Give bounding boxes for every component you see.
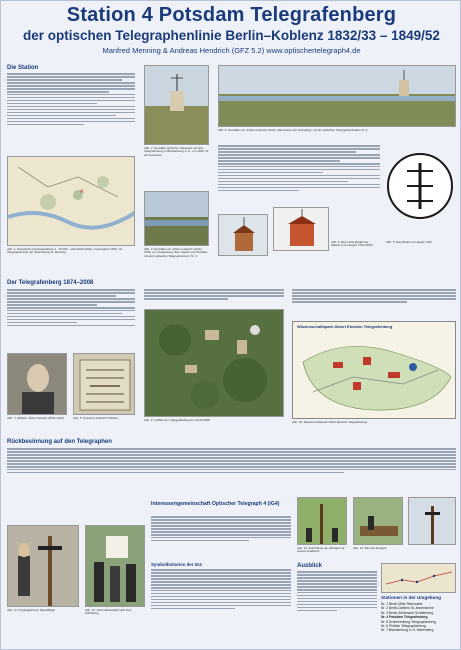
poster-authors: Manfred Menning & Andreas Hendrich (GFZ 5.2) www.optischertelegraph4.de (102, 46, 361, 55)
poster-subtitle: der optischen Telegraphenlinie Berlin–Koblenz 1832/33 – 1849/52 (23, 28, 440, 43)
station-list-item: Nr. 4 Potsdam Telegrafenberg (381, 615, 428, 620)
model-text (218, 145, 380, 211)
historic-map-image (7, 156, 135, 246)
poster-title: Station 4 Potsdam Telegrafenberg (66, 4, 397, 26)
model-building-image (273, 207, 329, 251)
caption-abb11: Abb. 11: Originalgetreuer Signalflügel (7, 609, 55, 612)
erection-photo-image (297, 497, 347, 545)
station-list-item: Nr. 2 Berlin-Dahlem St. Annenkirche (381, 606, 434, 611)
caption-abb12: Abb. 12: Informationstafel nach ihrer Enthüllung (85, 609, 132, 616)
caption-abb13: Abb. 13: Aufrichtung der Attrappe mit seinem Kraftwerk (297, 547, 345, 554)
painting-telegraph-image (144, 65, 209, 145)
caption-abb1: Abb. 1: Preußische Kartenaufnahme 1 : 25 000 – Uraufnahmeblatt, ursprünglich 1839, mit Telegraphenlinie (A). Bearbeitung M. Menning (7, 248, 123, 255)
telegrafenberg-text (7, 289, 135, 351)
section-heading-ig4: Interessengemeinschaft Optischer Telegraph 4 (IG4) (151, 501, 280, 507)
ausblick-text (297, 571, 377, 641)
caption-abb6: Abb. 6: (Der Holz) Modell der Station 4 von Eugen Chill (1854) (331, 241, 373, 248)
ig4-text (151, 516, 291, 560)
info-board-photo-image (85, 525, 145, 607)
memorial-plaque-image (73, 353, 135, 415)
caption-abb4: Abb. 4: Gemälde von Johann Heinrich Hintze „Panorama vom Heineberg“ mit der optischen Telegraphenstation Nr. 4 (218, 129, 368, 132)
region-map-image (381, 563, 456, 593)
model-station-image (218, 214, 268, 256)
park-map (292, 321, 456, 419)
caption-abb2: Abb. 2: Gemälde Optischer Telegraph auf dem Telegrafenberg in Brandenburg a. H., um 1840. Öl auf Leinwand. (144, 147, 209, 157)
section-heading-stationen: Stationen in der Umgebung (381, 595, 441, 600)
station-list-item: Nr. 5 Schenkenberg Telegraphenberg (381, 619, 436, 624)
section-heading-telegrafenberg: Der Telegrafenberg 1874–2008 (7, 280, 94, 286)
stationen-list (381, 602, 456, 642)
caption-abb3: Abb. 3: Gemälde von Johann Heinrich Hintze, 1840, vom Kabelsberg über Caputh und Potsdam mit dem optischen Telegraphenturm Nr. 4 (144, 248, 208, 258)
architecture-text (292, 289, 456, 315)
construction-photo-image (353, 497, 403, 545)
caption-abb5: Abb. 5: Das Modell von Eugen Chill (386, 241, 432, 244)
station-list-item: Nr. 3 Berlin-Zehlendorf Schäferberg (381, 610, 434, 615)
attrappe-photo-image (408, 497, 456, 545)
rueckbesinnung-text (7, 448, 456, 490)
section-heading-rueckbesinnung: Rückbesinnung auf den Telegraphen (7, 439, 112, 445)
svg-text:A: A (80, 189, 84, 195)
caption-abb14: Abb. 14: Bau der Attrappe (353, 547, 387, 550)
ig4-logo-icon (385, 151, 455, 221)
station-list-item: Nr. 1 Berlin-Mitte Sternwarte (381, 602, 423, 606)
section-heading-ausblick: Ausblick (297, 563, 323, 569)
signal-wing-photo-image (7, 525, 79, 607)
ig4-symbol-text (151, 569, 291, 639)
caption-abb8: Abb. 8: Kronprinz Friedrich Wilhelm (73, 417, 119, 420)
station-list-item: Nr. 6 Phöben Telegraphenberg (381, 624, 426, 629)
aop-text (144, 289, 284, 307)
painting-hintze-image (144, 191, 209, 246)
caption-abb10: Abb. 10: Wissenschaftspark Albert Einstein Telegrafenberg (292, 421, 368, 424)
caption-abb9: Abb. 9: Luftbild vom Telegrafenberg am 24.04.2008 (144, 419, 210, 422)
caption-abb7: Abb. 7: Wilhelm Julius Foerster (1832–1921) (7, 417, 65, 420)
panorama-heineberg-image (218, 65, 456, 127)
station-text (7, 73, 135, 153)
station-list-item: Nr. 7 Brandenburg a. H. Marienberg (381, 628, 434, 633)
ig4-symbol-heading: Symbolhistorien der IG4 (151, 562, 202, 567)
section-heading-station: Die Station (7, 65, 39, 71)
aerial-photo-image (144, 309, 284, 417)
portrait-foerster-image (7, 353, 67, 415)
park-map-title: Wissenschaftspark Albert Einstein Telegrafenberg (297, 324, 393, 329)
